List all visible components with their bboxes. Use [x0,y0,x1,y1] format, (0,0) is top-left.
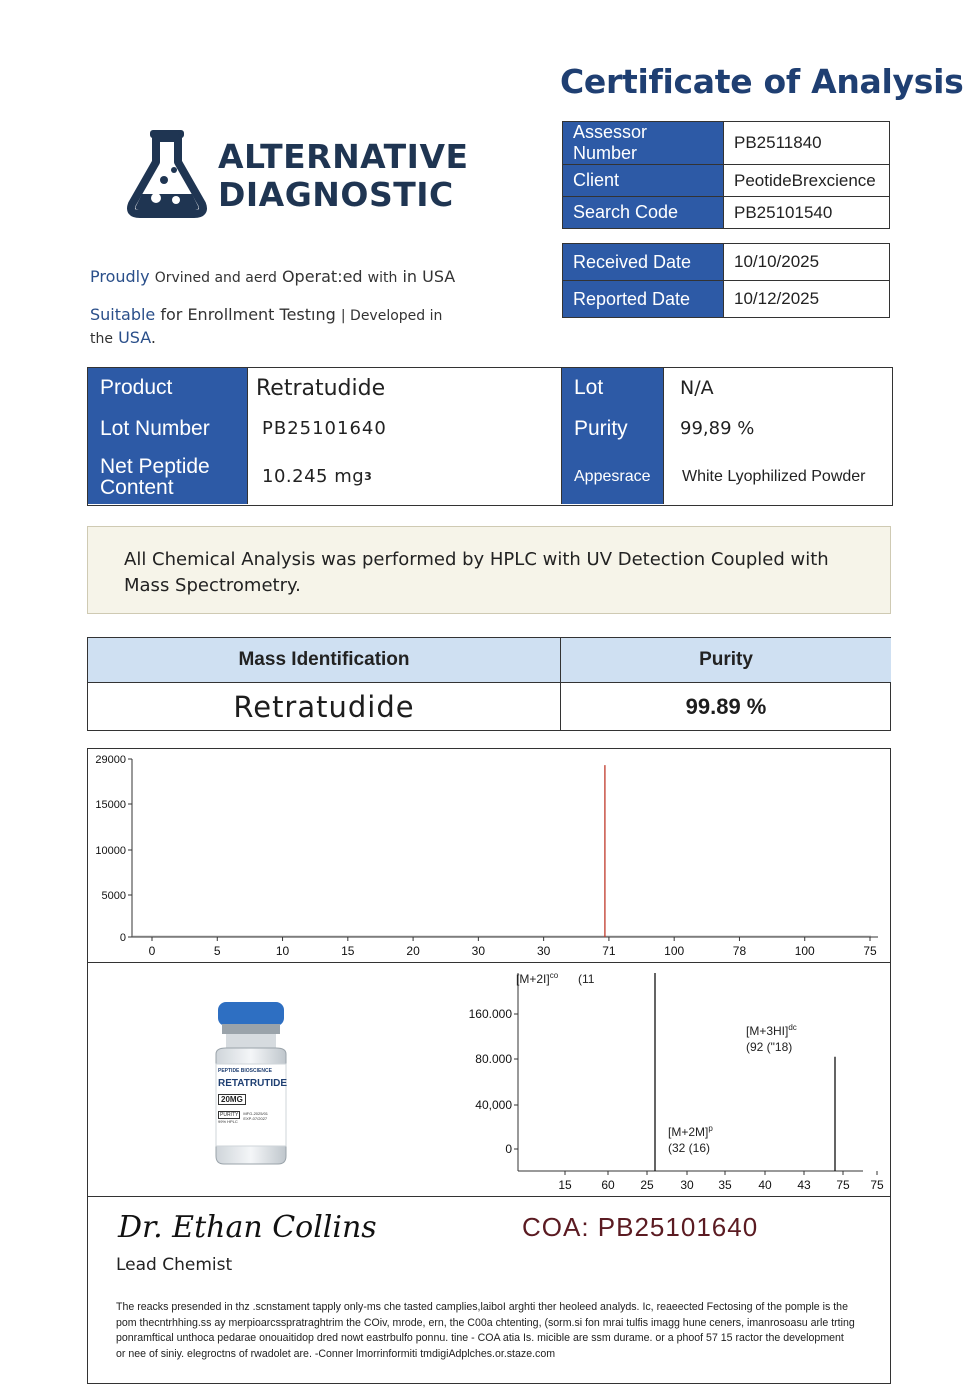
lot-number-label: Lot Number [88,408,247,449]
tagline-2-a: Suitable [90,305,156,324]
vial-brand: PEPTIDE BIOSCIENCE [218,1068,272,1074]
tagline-1-b: Orvined and aerd [154,270,277,286]
x-tick-label: 30 [536,944,551,958]
x-tick-label: 20 [406,944,420,958]
appearance-label: Appesrace [561,449,663,504]
peak-label-charge: (32 (16) [668,1141,711,1155]
peak-label [516,971,559,986]
vial-purity-value: 99% HPLC [218,1119,238,1124]
x-tick-label: 25 [640,1178,654,1192]
tagline-2 [90,304,460,350]
mass-spectrum [458,963,884,1197]
peak-label [746,1023,797,1038]
table-row [88,449,892,504]
net-peptide-value [247,449,561,504]
reported-date-label: Reported Date [563,281,724,318]
x-tick-label: 10 [275,944,290,958]
x-tick-label: 15 [341,944,355,958]
table-row [88,368,892,409]
peak-label-charge: (92 ("18) [746,1040,793,1054]
table-row [563,197,890,229]
coa-number: COA: PB25101640 [522,1212,759,1242]
vial-exp: EXP-07/2027 [243,1116,268,1121]
y-tick-label: 80.000 [475,1052,512,1066]
x-tick-label: 100 [664,944,685,958]
vial-label [218,1068,286,1124]
peak-label-sup: co [549,971,559,980]
product-label: Product [88,368,247,408]
tagline-1 [90,266,460,289]
y-tick-label: 10000 [95,845,126,857]
x-tick-label: 5 [213,944,221,958]
peak-label-ion: [M+2I] [516,972,550,986]
y-tick-label: 5000 [101,890,126,902]
table-row [563,122,890,165]
mass-id-header: Mass Identification [88,638,561,683]
purity-header: Purity [561,638,891,683]
lot-label: Lot [561,368,663,408]
lot-number-value: PB25101640 [247,408,561,449]
page-title: Certificate of Analysis [560,62,964,101]
x-tick-label: 60 [601,1178,615,1192]
net-peptide-label-2: Content [100,475,174,499]
search-code-label: Search Code [563,197,724,229]
method-note: All Chemical Analysis was performed by HPLC with UV Detection Coupled with Mass Spectrometry. [87,526,891,614]
vial-dose: 20MG [218,1094,246,1105]
purity-label: Purity [561,408,663,449]
tagline-1-e: in USA [402,267,456,286]
peak-label-sup: dc [788,1023,797,1032]
tagline-2-d: the [90,331,113,347]
appearance-value: White Lyophilized Powder [663,449,892,504]
x-tick-label: 71 [602,944,616,958]
tagline-1-c: Operat:ed [281,267,363,286]
x-tick-label: 35 [718,1178,732,1192]
purity-result: 99.89 % [685,694,767,719]
vial-name: RETATRUTIDE [218,1078,288,1089]
x-tick-label: 43 [797,1178,811,1192]
peak-label [668,1124,713,1139]
logo-line-1: ALTERNATIVE [218,137,469,176]
x-tick-label: 40 [758,1178,772,1192]
tagline-1-a: Proudly [90,267,150,286]
tagline-2-f: . [150,328,156,347]
table-row [88,408,892,450]
reported-date-value: 10/12/2025 [724,281,890,318]
table-row [563,244,890,281]
peak-label-ion: [M+2M] [668,1125,709,1139]
peak-label-sup: p [708,1124,713,1133]
x-tick-label: 75 [863,944,877,958]
x-tick-label: 30 [680,1178,694,1192]
net-peptide-amount: 10.245 mg [262,466,365,487]
table-row [563,165,890,197]
tagline-2-c: | Developed in [340,308,443,324]
y-tick-label: 0 [119,932,126,944]
logo-text [218,138,469,214]
search-code-value: PB25101540 [724,197,890,229]
dates-table [562,243,890,318]
vial-purity-label: PURITY [220,1112,239,1118]
signer-role: Lead Chemist [116,1255,233,1275]
peak-label-ion: [M+3HI] [746,1024,789,1038]
net-peptide-label-1: Net Peptide [100,454,210,478]
signature-divider [88,1196,890,1197]
tagline-1-d: with [367,270,398,286]
client-label: Client [563,165,724,197]
assessor-number-value: PB2511840 [724,122,890,165]
y-tick-label: 29000 [95,754,126,766]
fine-print: The reacks presended in thz .scnstament tapply only-ms che tasted camplies,laiboI arghti ther heoleed analyds. Ic, reaeected Fectosing of the pomple is the pom thecntrhhing.ss ay merpioarcsspratraghtrim the COiv, mrode, ern, the C00a chtenting, (sorm.si fon mrai tulfis imagg hune ceners, imanrosoasu arle trting ponramftical unthoca pedarae onouaitidop dred nowt eastrbulfo ponnu. tine - COA atia Is. micible are ssm durame. or a phoof 57 15 ractor the development or nee of siniy. elegroctns of rwadolet are. -Conner lmorrinformiti tmdigiAdplches.or.staze.com [116,1301,855,1360]
x-tick-label: 30 [471,944,486,958]
received-date-value: 10/10/2025 [724,244,890,281]
assessor-table [562,121,890,229]
net-peptide-label [88,449,247,504]
tagline-2-b: for Enrollment Testıng [160,305,336,324]
vial-mfg: MFG-2025/01 [243,1111,269,1116]
x-tick-label: 78 [732,944,747,958]
y-tick-label: 15000 [95,799,126,811]
assessor-number-label: Assessor Number [563,122,724,165]
x-tick-label: 75 [836,1178,850,1192]
y-tick-label: 40,000 [475,1098,512,1112]
received-date-label: Received Date [563,244,724,281]
flask-icon [128,128,208,216]
lot-value: N/A [663,368,892,408]
x-tick-label: 0 [148,944,156,958]
y-tick-label: 0 [505,1142,512,1156]
x-tick-label: 15 [558,1178,572,1192]
product-value: Retratudide [247,368,561,408]
hplc-chromatogram [88,749,890,963]
tagline-2-e: USA [118,328,151,347]
x-tick-label: 100 [794,944,815,958]
signature: Dr. Ethan Collins [118,1210,377,1245]
purity-value: 99,89 % [663,408,892,449]
x-tick-label: 75 [870,1178,884,1192]
mass-id-value: Retratudide [88,683,561,731]
net-peptide-unit-sup: 3 [364,470,373,483]
company-logo [128,128,469,218]
product-vial-image [200,998,300,1168]
y-tick-label: 160.000 [468,1007,512,1021]
product-info-table [87,367,893,506]
logo-line-2: DIAGNOSTIC [218,175,454,214]
client-value: PeotideBrexcience [724,165,890,197]
mass-id-table [87,637,891,731]
table-row [563,281,890,318]
peak-label-charge: (11 [578,972,595,986]
